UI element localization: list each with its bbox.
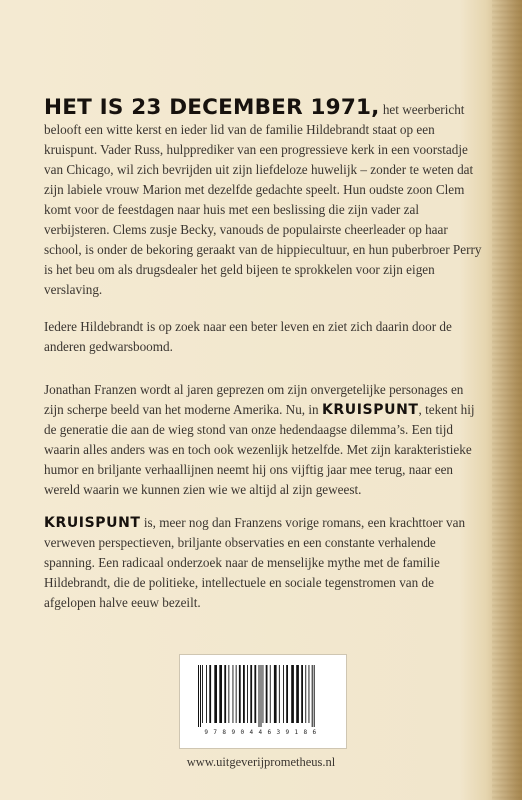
headline-date: HET IS 23 DECEMBER 1971, xyxy=(44,95,380,120)
barcode-bar xyxy=(233,665,234,723)
barcode-bar xyxy=(283,665,284,723)
barcode-bar xyxy=(301,665,303,723)
barcode-bar xyxy=(239,665,241,723)
blurb-paragraph-1 xyxy=(44,95,484,317)
blurb-p3-text-a: Jonathan Franzen wordt al jaren geprezen om zijn onvergetelijke personages en zijn scherpe beeld van het moderne Amerika. Nu, in xyxy=(44,382,464,417)
isbn-number: 9789044639186 xyxy=(204,729,322,736)
barcode-bar xyxy=(286,665,288,723)
barcode-bar xyxy=(266,665,268,723)
barcode-bar xyxy=(236,665,237,723)
barcode-bar xyxy=(279,665,280,723)
blurb-paragraph-3 xyxy=(44,380,484,517)
barcode-bar xyxy=(305,665,306,723)
barcode-bar xyxy=(270,665,271,723)
barcode-bar xyxy=(243,665,245,723)
book-title-lead: KRUISPUNT xyxy=(44,515,141,531)
barcode-bar xyxy=(274,665,277,723)
blurb-paragraph-4 xyxy=(44,513,484,630)
blurb-p2-text: Iedere Hildebrandt is op zoek naar een beter leven en ziet zich daarin door de anderen gedwarsboomd. xyxy=(44,319,452,354)
blurb-p3-text-b: , tekent hij de generatie die aan de wieg stond van onze hedendaagse dilemma’s. Een tijd waarin alles anders was en toch ook wezenlijk hetzelfde. Met zijn karakteristieke humor en briljante verhaallijnen neemt hij ons vijftig jaar mee terug, naar een wereld waarin we kunnen zien wie we altijd al zijn geweest. xyxy=(44,402,475,497)
barcode-bar xyxy=(200,665,201,727)
barcode-bar xyxy=(247,665,248,723)
barcode-bar xyxy=(224,665,226,723)
barcode-bar xyxy=(206,665,207,723)
barcode-bar xyxy=(291,665,294,723)
spine-edge-texture xyxy=(492,0,522,800)
barcode-bar xyxy=(209,665,211,723)
barcode-bar xyxy=(228,665,229,723)
barcode-bar xyxy=(314,665,315,727)
blurb-p1-text: het weerbericht belooft een witte kerst en ieder lid van de familie Hildebrandt staat op een kruispunt. Vader Russ, hulpprediker van een progressieve kerk in een voorstadje van Chicago, wil zich bevrijden uit zijn liefdeloze huwelijk – zonder te weten dat zijn labiele vrouw Marion met dezelfde gedachte speelt. Hun oudste zoon Clem komt voor de feestdagen naar huis met een beslissing die zijn vader zal verbijsteren. Clems zusje Becky, vanouds de populairste cheerleader op haar school, is onder de bekoring geraakt van de hippiecultuur, en hun puberbroer Perry is het beu om als drugsdealer het geld bijeen te sprokkelen voor zijn eigen verslaving. xyxy=(44,102,482,297)
barcode-bar xyxy=(309,665,310,723)
barcode-bar xyxy=(219,665,222,723)
blurb-p4-text: is, meer nog dan Franzens vorige romans, een krachttoer van verweven perspectieven, briljante observaties en een constante verhalende spanning. Een radicaal onderzoek naar de menselijke mythe met de familie Hildebrandt, die de politieke, intellectuele en sociale tegenstromen van de afgelopen halve eeuw bezeilt. xyxy=(44,515,466,610)
barcode-bar xyxy=(198,665,199,727)
blurb-paragraph-2 xyxy=(44,317,484,374)
barcode-bars xyxy=(198,665,328,727)
barcode-bar xyxy=(261,665,262,727)
barcode-bar xyxy=(312,665,313,727)
publisher-url: www.uitgeverijprometheus.nl xyxy=(186,755,336,769)
barcode-bar xyxy=(202,665,203,723)
barcode-bar xyxy=(296,665,299,723)
barcode xyxy=(179,654,347,749)
book-title-inline: KRUISPUNT xyxy=(321,402,419,418)
barcode-bar xyxy=(250,665,252,723)
barcode-bar xyxy=(259,665,260,727)
barcode-bar xyxy=(254,665,256,723)
barcode-bar xyxy=(214,665,217,723)
barcode-bar xyxy=(263,665,264,723)
